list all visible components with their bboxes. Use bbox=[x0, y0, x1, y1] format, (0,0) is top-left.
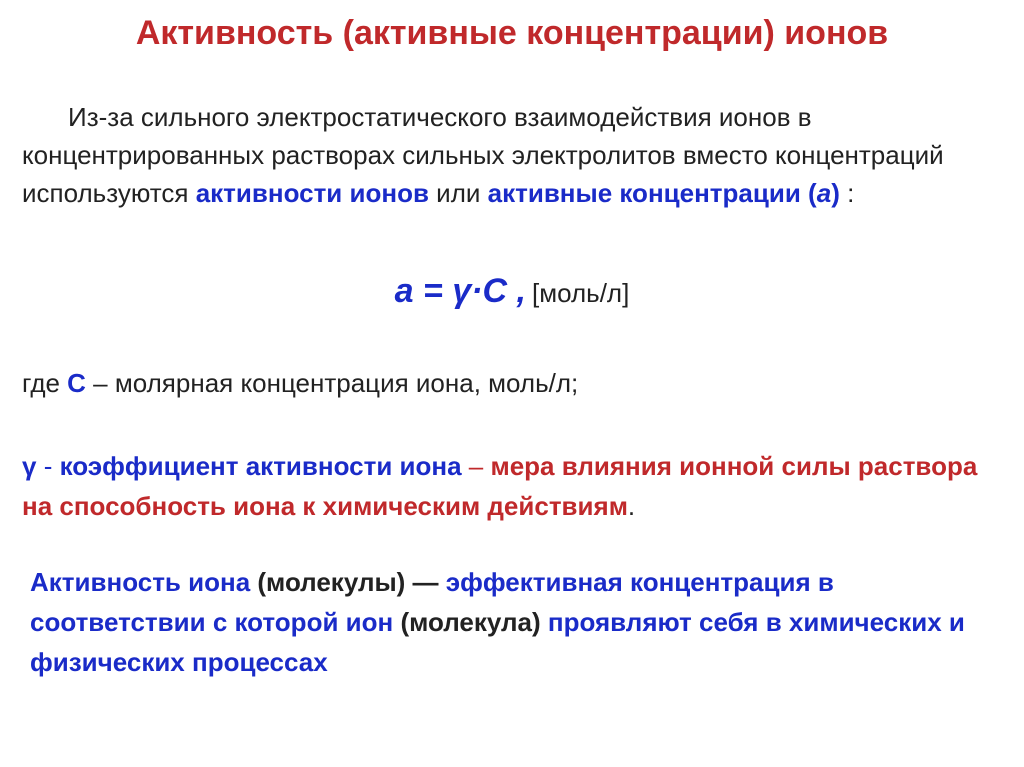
gamma-meaning: мера влияния ионной силы раствора на способность иона к химическим действиям bbox=[22, 451, 978, 521]
def-text-2: проявляют себя в химических и физических процессах bbox=[30, 607, 965, 677]
intro-paren-open: ( bbox=[800, 178, 817, 208]
term-active-concentrations: активные концентрации bbox=[487, 178, 801, 208]
gamma-dash-2: – bbox=[461, 451, 491, 481]
where-prefix: где bbox=[22, 368, 68, 398]
symbol-c: С bbox=[67, 368, 86, 398]
activity-formula bbox=[0, 272, 1024, 311]
gamma-dash: - bbox=[36, 451, 60, 481]
where-description: – молярная концентрация иона, моль/л; bbox=[85, 368, 579, 398]
def-molecule-paren-2: (молекула) bbox=[400, 607, 541, 637]
intro-text: Из-за сильного электростатического взаимодействия ионов в концентрированных растворах сильных электролитов вместо концентраций используются bbox=[22, 102, 944, 208]
formula-unit: [моль/л] bbox=[532, 278, 630, 308]
where-line bbox=[22, 364, 1002, 402]
intro-paragraph bbox=[22, 98, 982, 212]
intro-or: или bbox=[428, 178, 488, 208]
symbol-gamma: γ bbox=[22, 451, 37, 481]
gamma-period: . bbox=[627, 491, 636, 521]
slide-title: Активность (активные концентрации) ионов bbox=[135, 14, 889, 52]
gamma-definition bbox=[22, 446, 1002, 526]
intro-colon: : bbox=[839, 178, 855, 208]
def-text: эффективная концентрация в соответствии с которой ион bbox=[30, 567, 834, 637]
formula-expression: a = γ·C , bbox=[394, 272, 526, 310]
term-ion-activity: Активность иона bbox=[30, 567, 258, 597]
ion-activity-definition bbox=[30, 562, 1000, 682]
intro-paren-close: ) bbox=[831, 178, 840, 208]
def-molecule-paren: (молекулы) — bbox=[257, 567, 439, 597]
term-activity-coefficient: коэффициент активности иона bbox=[59, 451, 462, 481]
term-ion-activities: активности ионов bbox=[195, 178, 429, 208]
symbol-a: a bbox=[816, 178, 832, 208]
